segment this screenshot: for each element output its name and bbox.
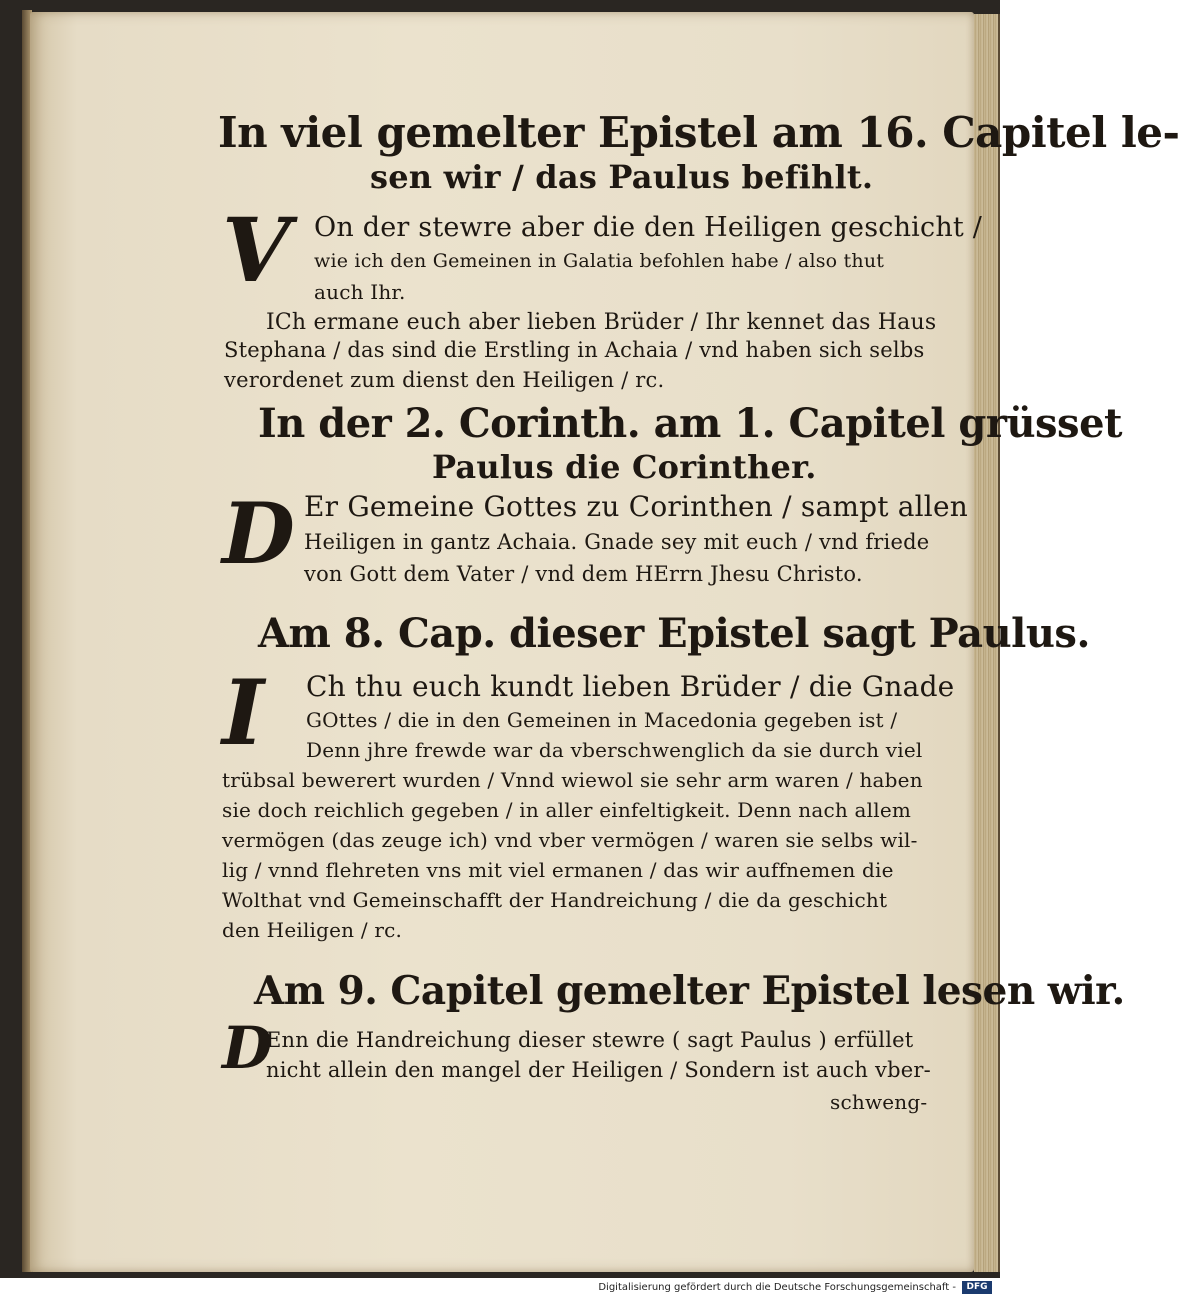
- section3-line: GOttes / die in den Gemeinen in Macedonia gegeben ist /: [306, 708, 898, 732]
- section1-line: ICh ermane euch aber lieben Brüder / Ihr kennet das Haus: [266, 310, 937, 335]
- dfg-logo: DFG: [962, 1281, 992, 1294]
- section2-line: Heiligen in gantz Achaia. Gnade sey mit euch / vnd friede: [304, 530, 930, 554]
- section3-line: den Heiligen / rc.: [222, 918, 403, 942]
- section1-line: wie ich den Gemeinen in Galatia befohlen habe / also thut: [314, 250, 885, 272]
- section3-initial: I: [222, 660, 265, 766]
- section2-heading-line2: Paulus die Corinther.: [432, 448, 817, 486]
- section1-line: verordenet zum dienst den Heiligen / rc.: [224, 368, 665, 392]
- section2-line: Er Gemeine Gottes zu Corinthen / sampt allen: [304, 490, 968, 523]
- section3-line: Ch thu euch kundt lieben Brüder / die Gnade: [306, 670, 955, 703]
- catchword: schweng-: [830, 1090, 928, 1114]
- section3-line: trübsal bewerert wurden / Vnnd wiewol sie sehr arm waren / haben: [222, 768, 923, 792]
- section3-line: lig / vnnd flehreten vns mit viel ermanen / das wir auffnemen die: [222, 858, 894, 882]
- section1-heading-line1: In viel gemelter Epistel am 16. Capitel le-: [218, 108, 1179, 157]
- section1-heading-line2: sen wir / das Paulus befihlt.: [370, 158, 874, 196]
- section4-initial: D: [222, 1014, 273, 1082]
- section2-initial: D: [222, 484, 295, 583]
- section3-line: Denn jhre frewde war da vberschwenglich da sie durch viel: [306, 738, 923, 762]
- footer-credit: Digitalisierung gefördert durch die Deutsche Forschungsgemeinschaft -: [598, 1282, 956, 1293]
- section1-line: auch Ihr.: [314, 280, 406, 304]
- section3-heading: Am 8. Cap. dieser Epistel sagt Paulus.: [258, 610, 1090, 657]
- section2-heading-line1: In der 2. Corinth. am 1. Capitel grüsset: [258, 400, 1123, 447]
- section3-line: vermögen (das zeuge ich) vnd vber vermögen / waren sie selbs wil-: [222, 828, 918, 852]
- section1-line: On der stewre aber die den Heiligen geschicht /: [314, 212, 983, 243]
- section2-line: von Gott dem Vater / vnd dem HErrn Jhesu Christo.: [304, 562, 863, 586]
- section4-heading: Am 9. Capitel gemelter Epistel lesen wir.: [254, 968, 1125, 1014]
- section4-line: Enn die Handreichung dieser stewre ( sagt Paulus ) erfüllet: [266, 1028, 914, 1052]
- section1-initial: V: [222, 198, 291, 302]
- section4-line: nicht allein den mangel der Heiligen / Sondern ist auch vber-: [266, 1058, 931, 1082]
- section3-line: sie doch reichlich gegeben / in aller einfeltigkeit. Denn nach allem: [222, 798, 912, 822]
- section3-line: Wolthat vnd Gemeinschafft der Handreichung / die da geschicht: [222, 888, 888, 912]
- section1-line: Stephana / das sind die Erstling in Achaia / vnd haben sich selbs: [224, 338, 925, 362]
